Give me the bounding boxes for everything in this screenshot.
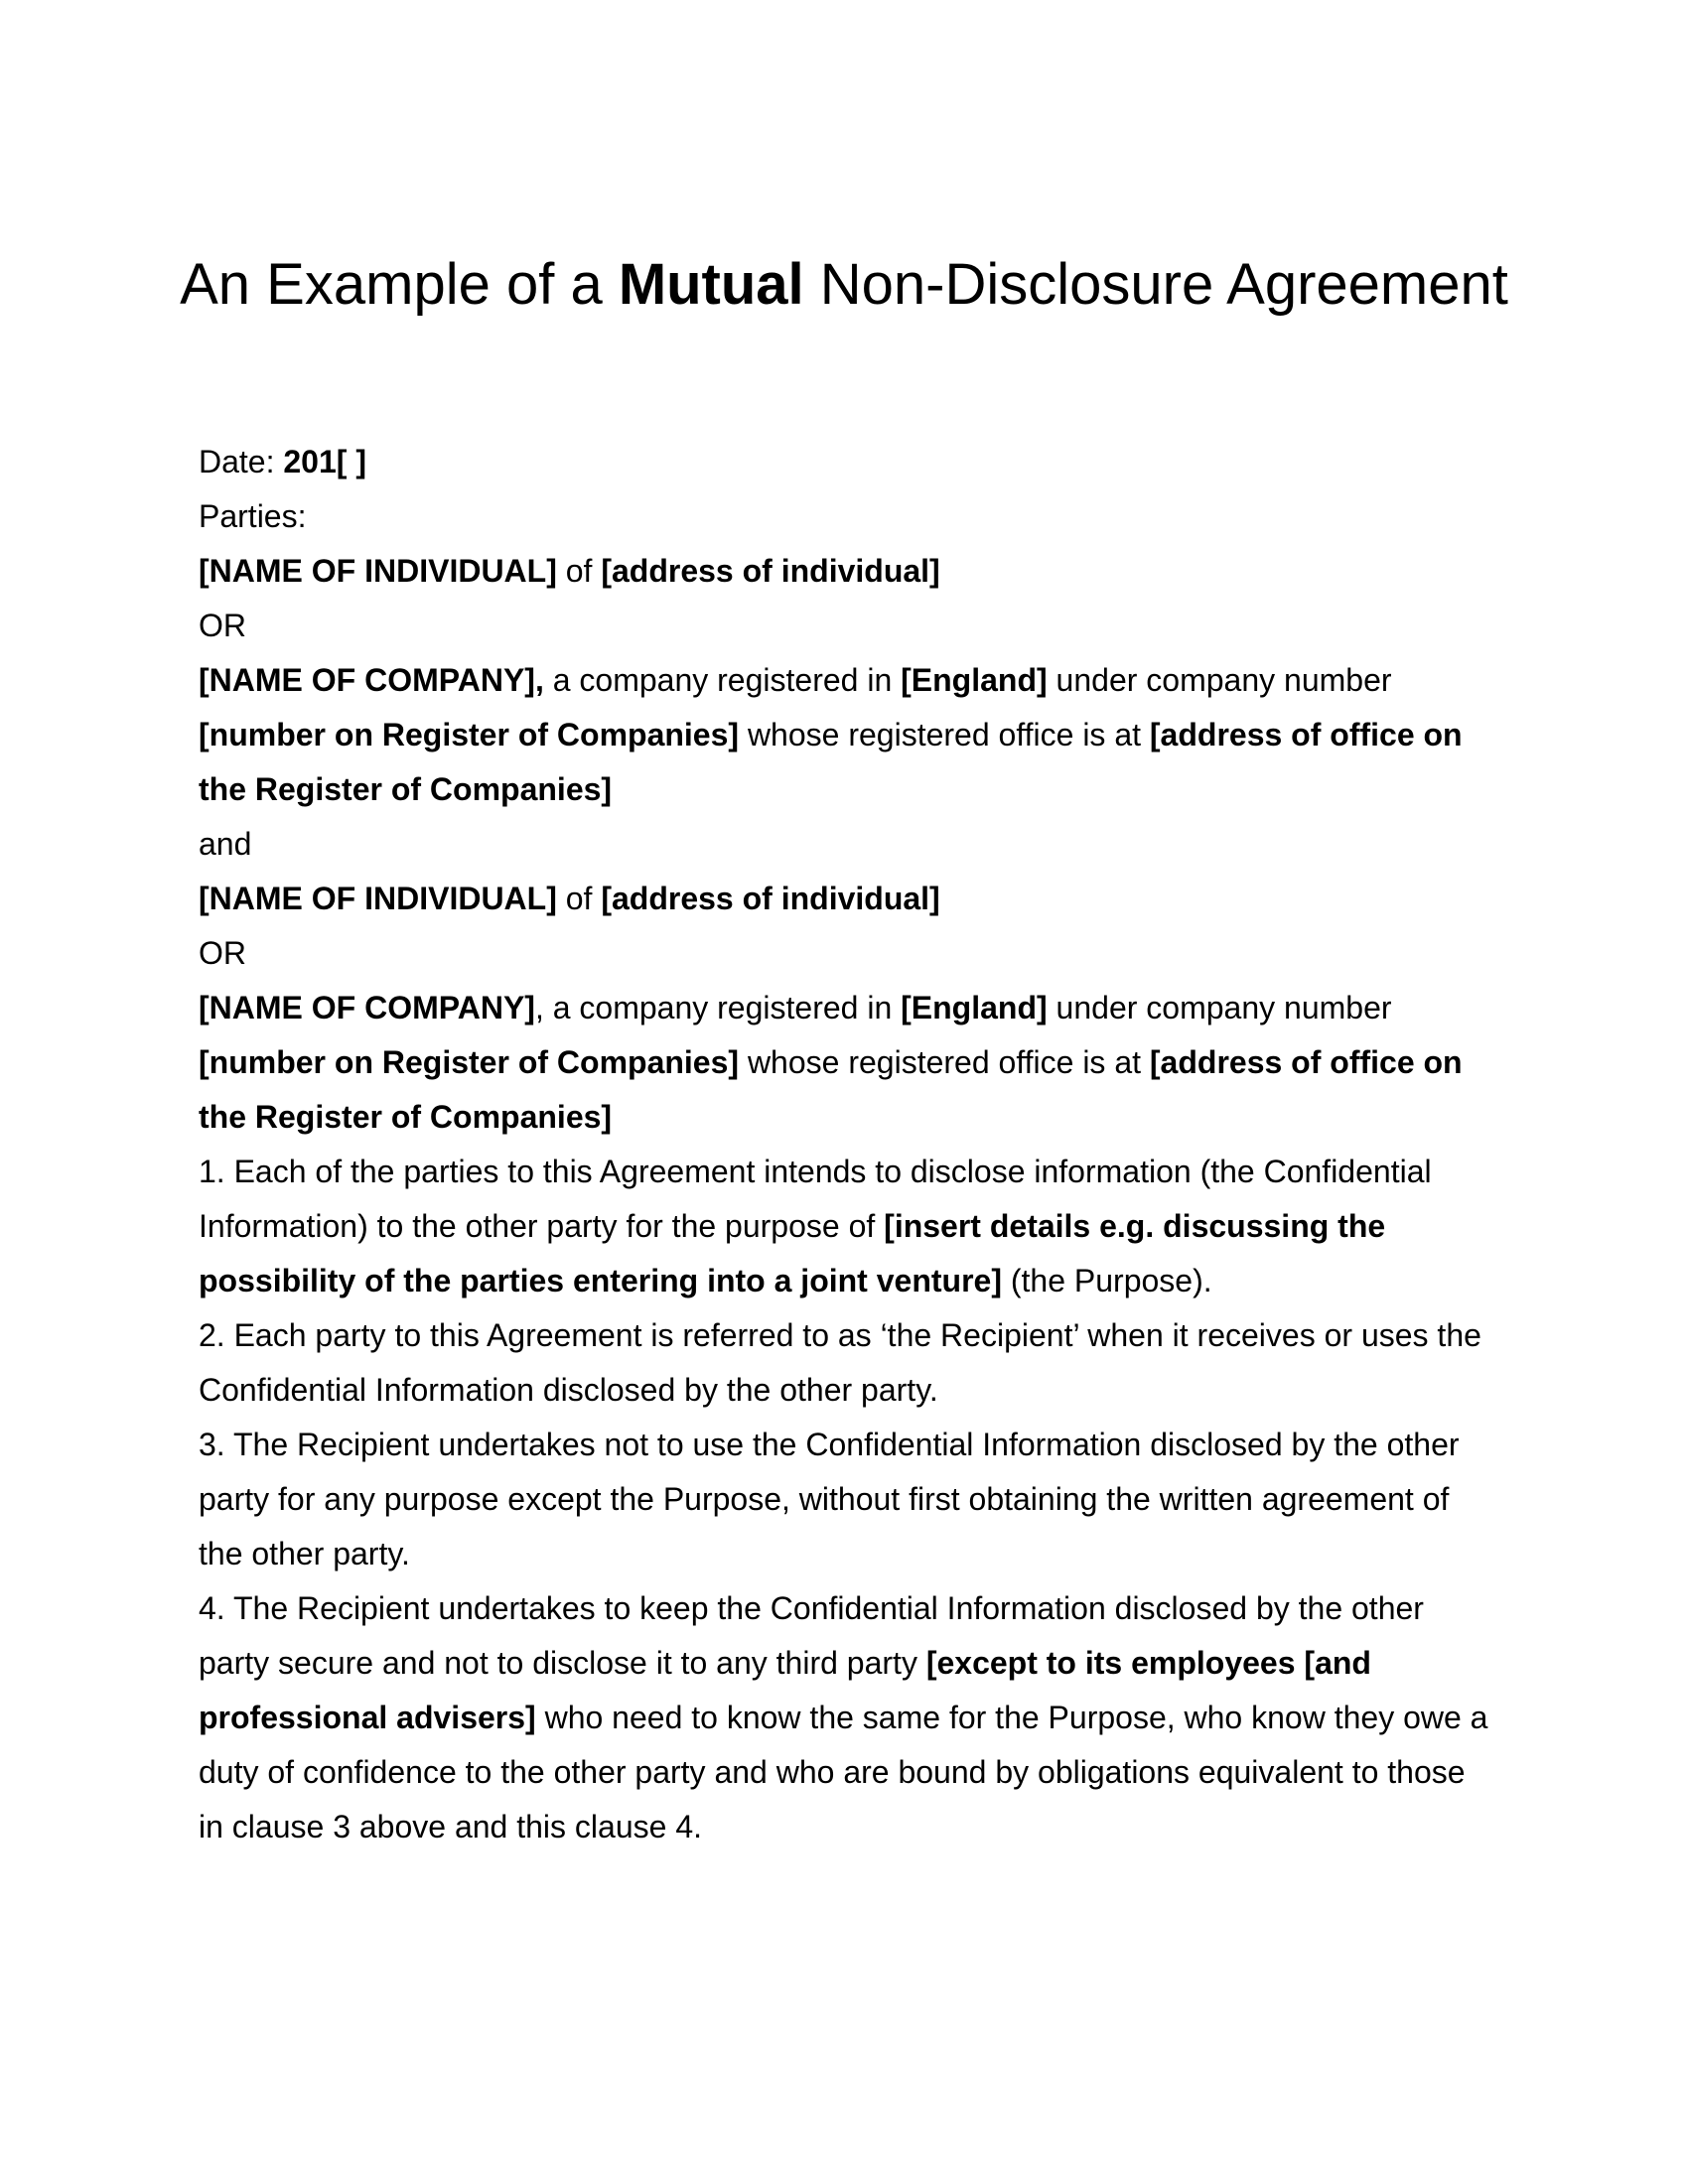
bold-text-segment: 201[ ]	[283, 444, 366, 479]
bold-text-segment: [except to its employees [and	[925, 1645, 1371, 1681]
text-segment: duty of confidence to the other party and who are bound by obligations equivalent to those	[199, 1754, 1466, 1790]
bold-text-segment: [insert details e.g. discussing the	[884, 1208, 1386, 1244]
text-segment: party secure and not to disclose it to any third party	[199, 1645, 926, 1681]
text-segment: whose registered office is at	[739, 1044, 1150, 1080]
agreement-body	[199, 435, 1489, 1854]
agreement-line	[199, 1527, 1489, 1581]
agreement-line	[199, 1418, 1489, 1472]
agreement-line	[199, 1636, 1489, 1691]
agreement-line	[199, 1581, 1489, 1636]
title-suffix: Non-Disclosure Agreement	[803, 252, 1508, 317]
text-segment: 1. Each of the parties to this Agreement intends to disclose information (the Confidential	[199, 1154, 1432, 1189]
agreement-line	[199, 1254, 1489, 1308]
text-segment: OR	[199, 608, 246, 643]
text-segment: who need to know the same for the Purpose, who know they owe a	[535, 1700, 1488, 1735]
agreement-line	[199, 817, 1489, 872]
text-segment: , a company registered in	[534, 990, 902, 1025]
text-segment: 4. The Recipient undertakes to keep the Confidential Information disclosed by the other	[199, 1590, 1424, 1626]
bold-text-segment: [England]	[901, 662, 1048, 698]
document-title	[0, 250, 1688, 320]
bold-text-segment: [NAME OF INDIVIDUAL]	[199, 553, 557, 589]
agreement-line	[199, 653, 1489, 708]
agreement-line	[199, 872, 1489, 926]
agreement-line	[199, 599, 1489, 653]
text-segment: Parties:	[199, 498, 307, 534]
bold-text-segment: possibility of the parties entering into a joint venture]	[199, 1263, 1002, 1298]
text-segment: Confidential Information disclosed by the other party.	[199, 1372, 938, 1408]
agreement-line	[199, 1363, 1489, 1418]
bold-text-segment: [number on Register of Companies]	[199, 1044, 740, 1080]
agreement-line	[199, 544, 1489, 599]
bold-text-segment: [England]	[901, 990, 1048, 1025]
title-emphasis: Mutual	[618, 252, 804, 317]
text-segment: 3. The Recipient undertakes not to use the Confidential Information disclosed by the other	[199, 1427, 1460, 1462]
text-segment: the other party.	[199, 1536, 410, 1571]
agreement-line	[199, 435, 1489, 489]
text-segment: under company number	[1047, 662, 1392, 698]
agreement-line	[199, 1308, 1489, 1363]
agreement-line	[199, 981, 1489, 1035]
agreement-line	[199, 489, 1489, 544]
agreement-line	[199, 1145, 1489, 1199]
title-prefix: An Example of a	[180, 252, 619, 317]
bold-text-segment: [NAME OF COMPANY],	[199, 662, 544, 698]
text-segment: party for any purpose except the Purpose, without first obtaining the written agreement of	[199, 1481, 1450, 1517]
text-segment: and	[199, 826, 252, 862]
bold-text-segment: the Register of Companies]	[199, 1099, 613, 1135]
bold-text-segment: the Register of Companies]	[199, 771, 613, 807]
text-segment: whose registered office is at	[739, 717, 1150, 752]
text-segment: of	[556, 553, 602, 589]
agreement-line	[199, 1199, 1489, 1254]
text-segment: OR	[199, 935, 246, 971]
bold-text-segment: professional advisers]	[199, 1700, 536, 1735]
text-segment: Date:	[199, 444, 284, 479]
agreement-line	[199, 762, 1489, 817]
text-segment: a company registered in	[543, 662, 902, 698]
agreement-line	[199, 1090, 1489, 1145]
text-segment: 2. Each party to this Agreement is referred to as ‘the Recipient’ when it receives or uses the	[199, 1317, 1481, 1353]
bold-text-segment: [address of individual]	[601, 881, 940, 916]
text-segment: of	[556, 881, 602, 916]
agreement-line	[199, 1472, 1489, 1527]
bold-text-segment: [NAME OF INDIVIDUAL]	[199, 881, 557, 916]
text-segment: in clause 3 above and this clause 4.	[199, 1809, 702, 1844]
text-segment: Information) to the other party for the purpose of	[199, 1208, 885, 1244]
agreement-line	[199, 1800, 1489, 1854]
text-segment: (the Purpose).	[1001, 1263, 1212, 1298]
text-segment: under company number	[1047, 990, 1392, 1025]
agreement-line	[199, 1745, 1489, 1800]
bold-text-segment: [address of office on	[1149, 1044, 1463, 1080]
agreement-line	[199, 1035, 1489, 1090]
bold-text-segment: [address of office on	[1149, 717, 1463, 752]
bold-text-segment: [NAME OF COMPANY]	[199, 990, 535, 1025]
bold-text-segment: [address of individual]	[601, 553, 940, 589]
bold-text-segment: [number on Register of Companies]	[199, 717, 740, 752]
agreement-line	[199, 926, 1489, 981]
agreement-line	[199, 708, 1489, 762]
agreement-line	[199, 1691, 1489, 1745]
